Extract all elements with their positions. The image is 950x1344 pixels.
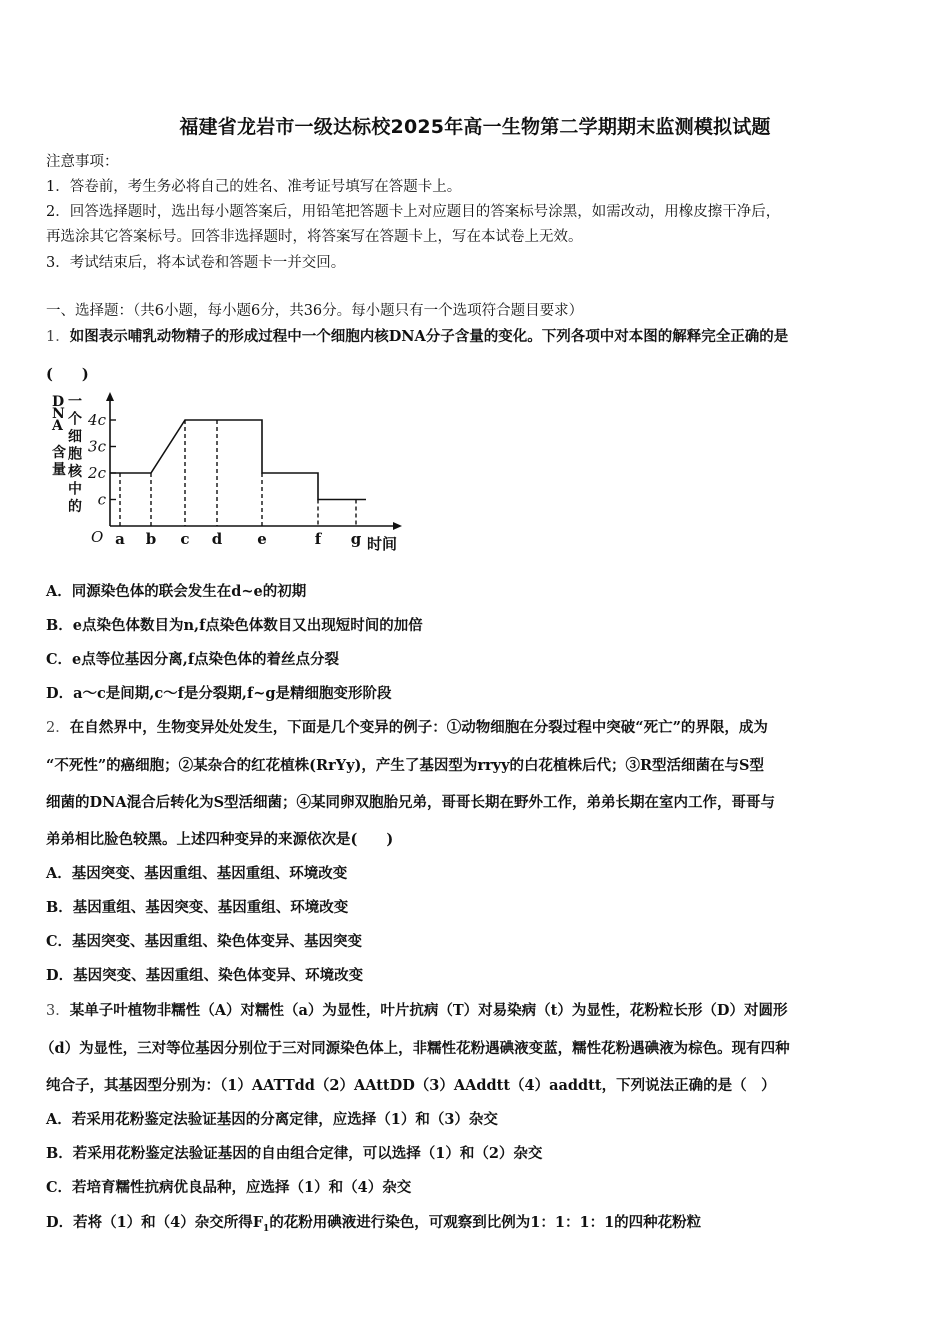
question-text-line: 弟弟相比脸色较黑。上述四种变异的来源依次是( ) — [46, 831, 394, 848]
option-a: A．基因突变、基因重组、基因重组、环境改变 — [46, 865, 348, 882]
x-axis-arrow — [393, 522, 402, 530]
question-text-line: （d）为显性，三对等位基因分别位于三对同源染色体上，非糯性花粉遇碘液变蓝，糯性花粉遇碘液为棕色。现有四种 — [40, 1040, 790, 1057]
option-b: B．e点染色体数目为n,f点染色体数目又出现短时间的加倍 — [46, 617, 423, 634]
notice-item: 再选涂其它答案标号。回答非选择题时，将答案写在答题卡上，写在本试卷上无效。 — [46, 229, 583, 245]
y-tick-label: 4c — [88, 411, 106, 429]
notice-item: 1．答卷前，考生务必将自己的姓名、准考证号填写在答题卡上。 — [46, 179, 462, 195]
option-b: B．基因重组、基因突变、基因重组、环境改变 — [46, 899, 349, 916]
y-axis-arrow — [106, 392, 114, 401]
option-c: C．e点等位基因分离,f点染色体的着丝点分裂 — [46, 651, 340, 668]
dna-content-chart — [44, 392, 414, 556]
option-a: A．若采用花粉鉴定法验证基因的分离定律，应选择（1）和（3）杂交 — [46, 1111, 498, 1128]
x-tick-label: a — [115, 530, 125, 548]
option-d: D．基因突变、基因重组、染色体变异、环境改变 — [46, 967, 364, 984]
x-tick-label: f — [314, 530, 322, 548]
option-text: D．若将（1）和（4）杂交所得F — [46, 1214, 264, 1231]
option-c: C．若培育糯性抗病优良品种，应选择（1）和（4）杂交 — [46, 1179, 412, 1196]
x-tick-label: c — [180, 530, 190, 548]
x-tick-label: b — [145, 530, 157, 548]
option-b: B．若采用花粉鉴定法验证基因的自由组合定律，可以选择（1）和（2）杂交 — [46, 1145, 543, 1162]
x-tick-label: g — [350, 530, 362, 548]
question-text-line: “不死性”的癌细胞；②某杂合的红花植株(RrYy)，产生了基因型为rryy的白花植株后代；③R型活细菌在与S型 — [46, 757, 765, 774]
question-1-stem — [46, 327, 788, 347]
option-c: C．基因突变、基因重组、染色体变异、基因突变 — [46, 933, 363, 950]
notice-item: 3．考试结束后，将本试卷和答题卡一并交回。 — [46, 255, 346, 271]
option-a: A．同源染色体的联会发生在d~e的初期 — [46, 583, 307, 600]
series-line — [110, 420, 366, 500]
y-tick-label: 2c — [88, 464, 106, 482]
page-title: 福建省龙岩市一级达标校2025年高一生物第二学期期末监测模拟试题 — [179, 116, 771, 138]
y-axis-label: D N A 含量一个细胞核中的 — [52, 394, 82, 515]
origin-label: O — [91, 528, 104, 546]
x-axis-label: 时间 — [367, 535, 398, 553]
x-tick-label: d — [211, 530, 223, 548]
question-3-stem — [46, 1001, 787, 1021]
question-number: 1． — [46, 329, 70, 345]
question-text: 如图表示哺乳动物精子的形成过程中一个细胞内核DNA分子含量的变化。下列各项中对本图的解释完全正确的是 — [69, 328, 789, 345]
y-tick-label: c — [97, 490, 106, 509]
question-number: 3． — [46, 1003, 70, 1019]
question-text-line: 细菌的DNA混合后转化为S型活细菌；④某同卵双胞胎兄弟，哥哥长期在野外工作，弟弟长期在室内工作，哥哥与 — [46, 794, 776, 811]
option-text: 的花粉用碘液进行染色，可观察到比例为1：1：1：1的四种花粉粒 — [269, 1214, 702, 1231]
question-text-line: 纯合子，其基因型分别为：（1）AATTdd（2）AAttDD（3）AAddtt（4）aaddtt，下列说法正确的是（ ） — [46, 1077, 776, 1094]
option-d: D．a～c是间期,c～f是分裂期,f~g是精细胞变形阶段 — [46, 685, 392, 702]
option-d — [46, 1213, 701, 1239]
question-text: 某单子叶植物非糯性（A）对糯性（a）为显性，叶片抗病（T）对易染病（t）为显性，花粉粒长形（D）对圆形 — [69, 1002, 788, 1019]
section-heading: 一、选择题：（共6小题，每小题6分，共36分。每小题只有一个选项符合题目要求） — [46, 303, 584, 319]
x-tick-label: e — [257, 530, 267, 548]
y-tick-label: 3c — [88, 437, 106, 456]
notice-item: 2．回答选择题时，选出每小题答案后，用铅笔把答题卡上对应题目的答案标号涂黑，如需改动，用橡皮擦干净后， — [46, 204, 781, 220]
answer-paren: ( ) — [46, 366, 89, 383]
subscript: 1 — [263, 1223, 270, 1234]
question-text: 在自然界中，生物变异处处发生，下面是几个变异的例子：①动物细胞在分裂过程中突破“死亡”的界限，成为 — [69, 719, 768, 736]
question-number: 2． — [46, 720, 70, 736]
notice-heading: 注意事项： — [46, 154, 119, 170]
question-2-stem — [46, 718, 768, 738]
